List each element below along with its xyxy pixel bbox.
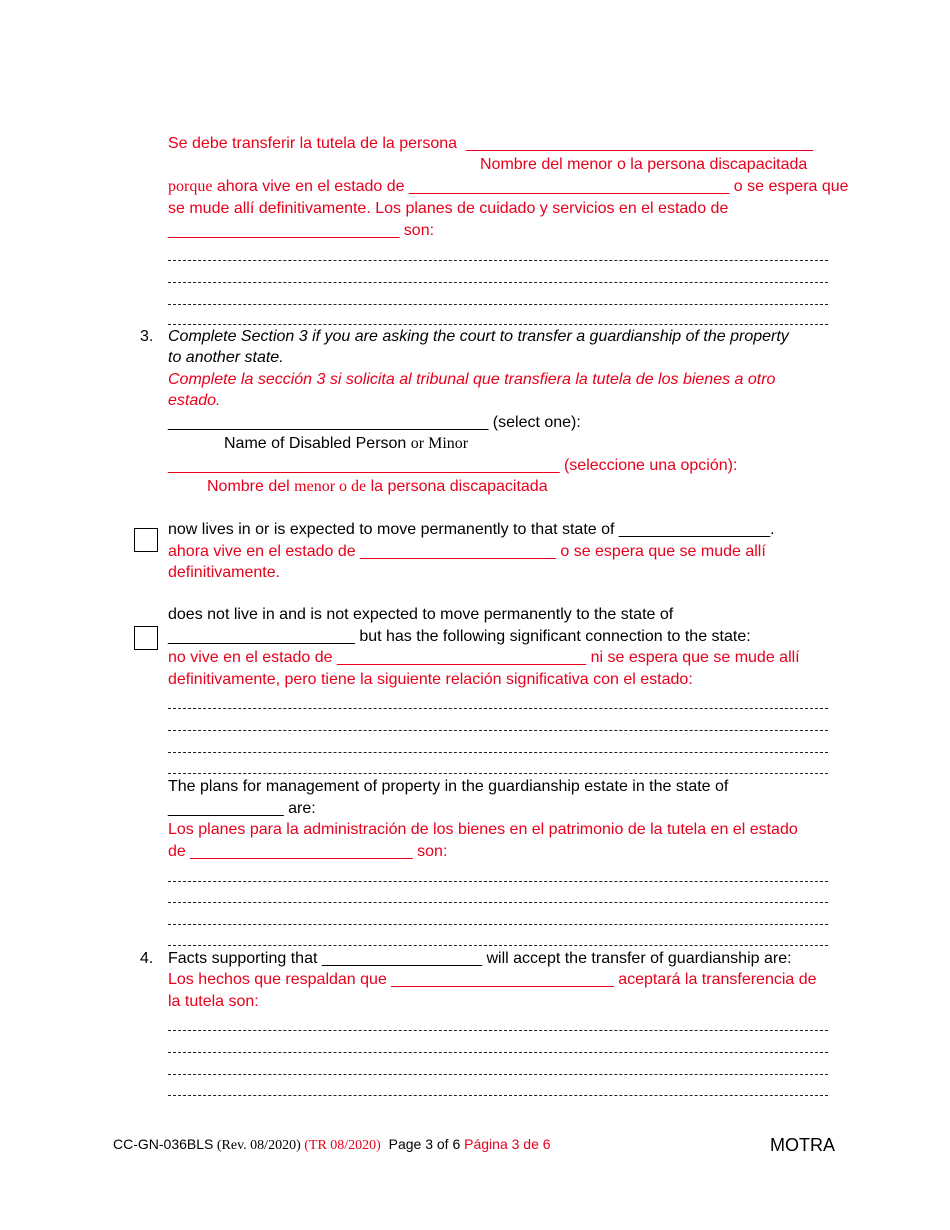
blank-line[interactable] <box>168 708 828 709</box>
option-lives-in-state-es: ahora vive en el estado de ______________________ o se espera que se mude allí <box>168 543 766 560</box>
property-plans-es: Los planes para la administración de los bienes en el patrimonio de la tutela en el estado <box>168 821 798 838</box>
option-lives-in-state-en: now lives in or is expected to move permanently to that state of _________________. <box>168 521 775 538</box>
disabled-person-caption-es: Nombre del menor o de la persona discapacitada <box>207 478 548 495</box>
disabled-person-caption-en: Name of Disabled Person or Minor <box>224 435 469 452</box>
section-3-heading-es-cont: estado. <box>168 392 221 409</box>
blank-line[interactable] <box>168 324 828 325</box>
blank-line[interactable] <box>168 902 828 903</box>
property-plans-en: The plans for management of property in the guardianship estate in the state of <box>168 778 729 795</box>
option-lives-in-state-es-cont: definitivamente. <box>168 564 281 581</box>
disabled-person-name-field-en[interactable]: ____________________________________ (select one): <box>168 414 581 431</box>
option-significant-connection-en-cont: _____________________ but has the following significant connection to the state: <box>168 628 751 645</box>
plans-care-line-es: se mude allí definitivamente. Los planes de cuidado y servicios en el estado de <box>168 200 729 217</box>
blank-line[interactable] <box>168 1030 828 1031</box>
blank-line[interactable] <box>168 1052 828 1053</box>
blank-line[interactable] <box>168 282 828 283</box>
blank-line[interactable] <box>168 924 828 925</box>
blank-line[interactable] <box>168 945 828 946</box>
section-3-heading-en: Complete Section 3 if you are asking the court to transfer a guardianship of the property <box>168 328 789 345</box>
lives-in-state-checkbox[interactable] <box>134 528 158 552</box>
property-plans-state-en: _____________ are: <box>168 800 316 817</box>
transfer-person-label-es: Se debe transferir la tutela de la persona _______________________________________ <box>168 135 814 152</box>
blank-line[interactable] <box>168 304 828 305</box>
option-significant-connection-es: no vive en el estado de ____________________________ ni se espera que se mude allí <box>168 649 800 666</box>
blank-line[interactable] <box>168 881 828 882</box>
section-3-heading-es: Complete la sección 3 si solicita al tribunal que transfiera la tutela de los bienes a otro <box>168 371 776 388</box>
section-4-number: 4. <box>140 950 154 967</box>
section-3-number: 3. <box>140 328 154 345</box>
motra-brand: MOTRA <box>770 1135 835 1155</box>
now-lives-line-es: porque ahora vive en el estado de ____________________________________ o se espera que <box>168 178 849 195</box>
section-4-facts-es-cont: la tutela son: <box>168 993 259 1010</box>
blank-line[interactable] <box>168 773 828 774</box>
minor-name-caption-es: Nombre del menor o la persona discapacitada <box>480 156 808 173</box>
plans-care-state-line-es: __________________________ son: <box>168 222 435 239</box>
page-number-es: Página 3 de 6 <box>464 1136 551 1152</box>
section-3-heading-en-cont: to another state. <box>168 349 284 366</box>
revision-date: (Rev. 08/2020) <box>213 1138 305 1153</box>
section-4-facts-es: Los hechos que respaldan que _________________________ aceptará la transferencia de <box>168 971 817 988</box>
property-plans-state-es: de _________________________ son: <box>168 843 448 860</box>
page-number-en: Page 3 of 6 <box>380 1136 465 1152</box>
blank-line[interactable] <box>168 1095 828 1096</box>
option-significant-connection-es-cont: definitivamente, pero tiene la siguiente relación significativa con el estado: <box>168 671 693 688</box>
form-id: CC-GN-036BLS <box>113 1136 214 1152</box>
blank-line[interactable] <box>168 752 828 753</box>
section-4-facts-en: Facts supporting that __________________ will accept the transfer of guardianship are: <box>168 950 792 967</box>
significant-connection-checkbox[interactable] <box>134 626 158 650</box>
disabled-person-name-field-es[interactable]: ____________________________________________ (seleccione una opción): <box>168 457 738 474</box>
blank-line[interactable] <box>168 260 828 261</box>
blank-line[interactable] <box>168 730 828 731</box>
translation-date: (TR 08/2020) <box>304 1138 381 1153</box>
page-footer <box>113 1134 551 1156</box>
option-significant-connection-en: does not live in and is not expected to move permanently to the state of <box>168 606 674 623</box>
blank-line[interactable] <box>168 1074 828 1075</box>
